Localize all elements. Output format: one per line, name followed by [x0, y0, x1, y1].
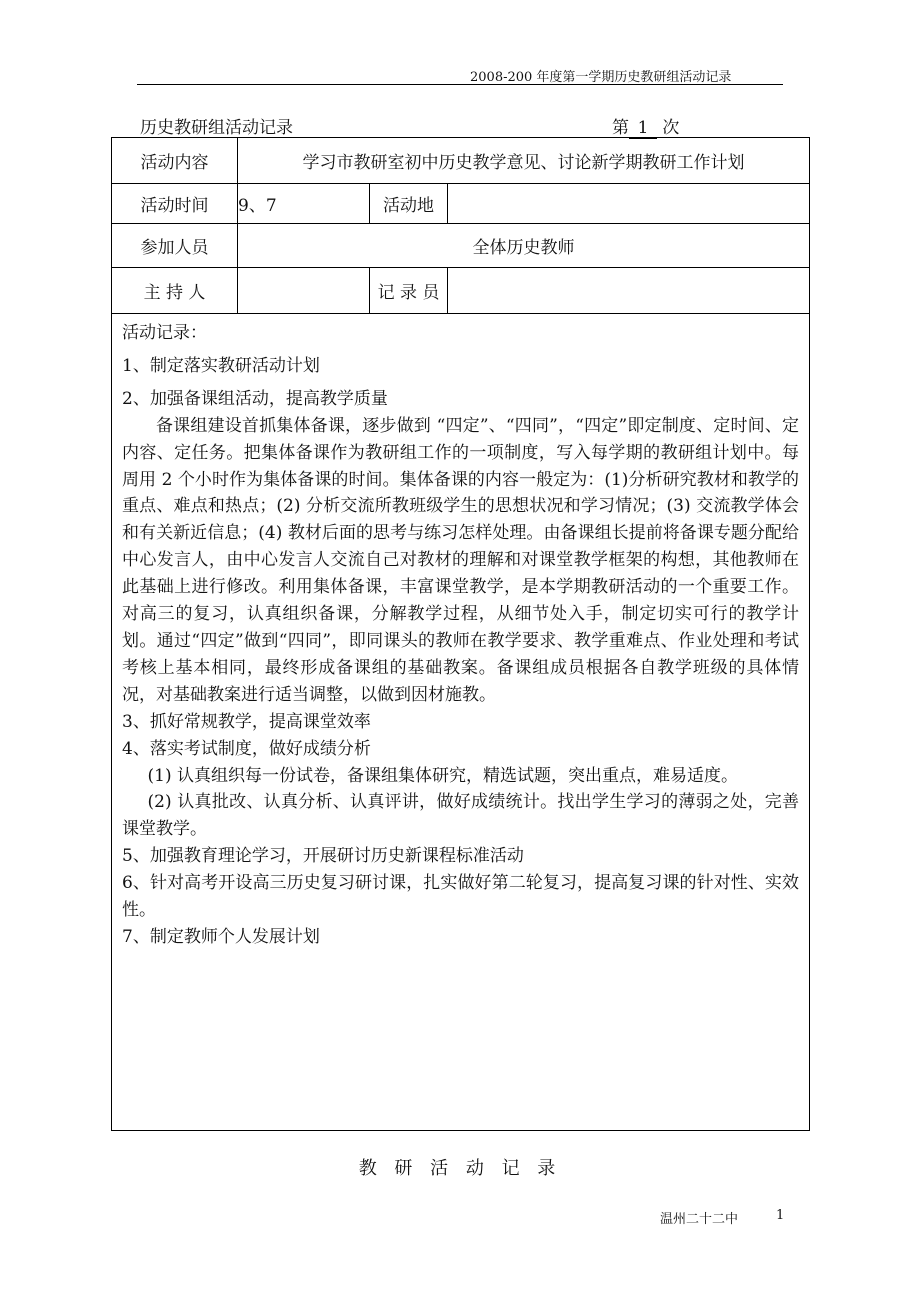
- content-label: 活动内容: [112, 138, 238, 184]
- recorder-label: 记 录 员: [370, 268, 448, 314]
- host-value: [238, 268, 370, 314]
- session-count: [612, 113, 679, 139]
- record-cell: [112, 314, 810, 1131]
- count-prefix: 第: [612, 118, 629, 138]
- record-item: 1、制定落实教研活动计划: [122, 355, 320, 376]
- host-label: 主 持 人: [112, 268, 238, 314]
- count-suffix: 次: [662, 118, 680, 138]
- page-header: 2008-200 年度第一学期历史教研组活动记录: [470, 70, 732, 85]
- footer-school: 温州二十二中: [660, 1212, 739, 1227]
- place-label: 活动地: [370, 184, 448, 224]
- participants-label: 参加人员: [112, 224, 238, 268]
- participants-row: [112, 224, 810, 268]
- place-value: [448, 184, 810, 224]
- count-number: 1: [629, 118, 657, 139]
- record-item: 4、落实考试制度，做好成绩分析: [122, 738, 371, 759]
- content-value: 学习市教研室初中历史教学意见、讨论新学期教研工作计划: [238, 138, 810, 184]
- record-item: 2、加强备课组活动，提高教学质量: [122, 388, 388, 409]
- time-label: 活动时间: [112, 184, 238, 224]
- title-row: [140, 113, 700, 138]
- activity-table: [111, 137, 810, 1131]
- header-rule: [137, 84, 783, 85]
- record-item: 6、针对高考开设高三历史复习研讨课，扎实做好第二轮复习，提高复习课的针对性、实效性。: [122, 873, 800, 921]
- record-item: 3、抓好常规教学，提高课堂效率: [122, 711, 371, 732]
- participants-value: 全体历史教师: [238, 224, 810, 268]
- footer-title: 教 研 活 动 记 录: [358, 1158, 562, 1179]
- record-item: 7、制定教师个人发展计划: [122, 926, 320, 947]
- time-row: [112, 184, 810, 224]
- record-item: 5、加强教育理论学习，开展研讨历史新课程标准活动: [122, 846, 524, 867]
- record-heading: 活动记录：: [122, 323, 207, 343]
- recorder-value: [448, 268, 810, 314]
- page-number: 1: [776, 1208, 785, 1223]
- content-row: [112, 138, 810, 184]
- record-subitem: (2) 认真批改、认真分析、认真评讲，做好成绩统计。找出学生学习的薄弱之处，完善课堂教学。: [122, 792, 800, 840]
- record-subitem: (1) 认真组织每一份试卷，备课组集体研究，精选试题，突出重点，难易适度。: [147, 765, 738, 786]
- host-row: [112, 268, 810, 314]
- time-value: 9、7: [238, 184, 370, 224]
- record-row: [112, 314, 810, 1131]
- document-title: 历史教研组活动记录: [140, 118, 293, 138]
- record-paragraph: 备课组建设首抓集体备课，逐步做到 “四定”、“四同”，“四定”即定制度、定时间、定内容、定任务。把集体备课作为教研组工作的一项制度，写入每学期的教研组计划中。每周用 2 个小时作为集体备课的时间。集体备课的内容一般定为：(1)分析研究教材和教学的重点、难点和热点；(2) 分析交流所教班级学生的思想状况和学习情况；(3) 交流教学体会和有关新近信息；(4) 教材后面的思考与练习怎样处理。由备课组长提前将备课专题分配给中心发言人，由中心发言人交流自己对教材的理解和对课堂教学框架的构想，其他教师在此基础上进行修改。利用集体备课，丰富课堂教学，是本学期教研活动的一个重要工作。对高三的复习，认真组织备课，分解教学过程，从细节处入手，制定切实可行的教学计划。通过“四定”做到“四同”，即同课头的教师在教学要求、教学重难点、作业处理和考试考核上基本相同，最终形成备课组的基础教案。备课组成员根据各自教学班级的具体情况，对基础教案进行适当调整，以做到因材施教。: [122, 415, 800, 705]
